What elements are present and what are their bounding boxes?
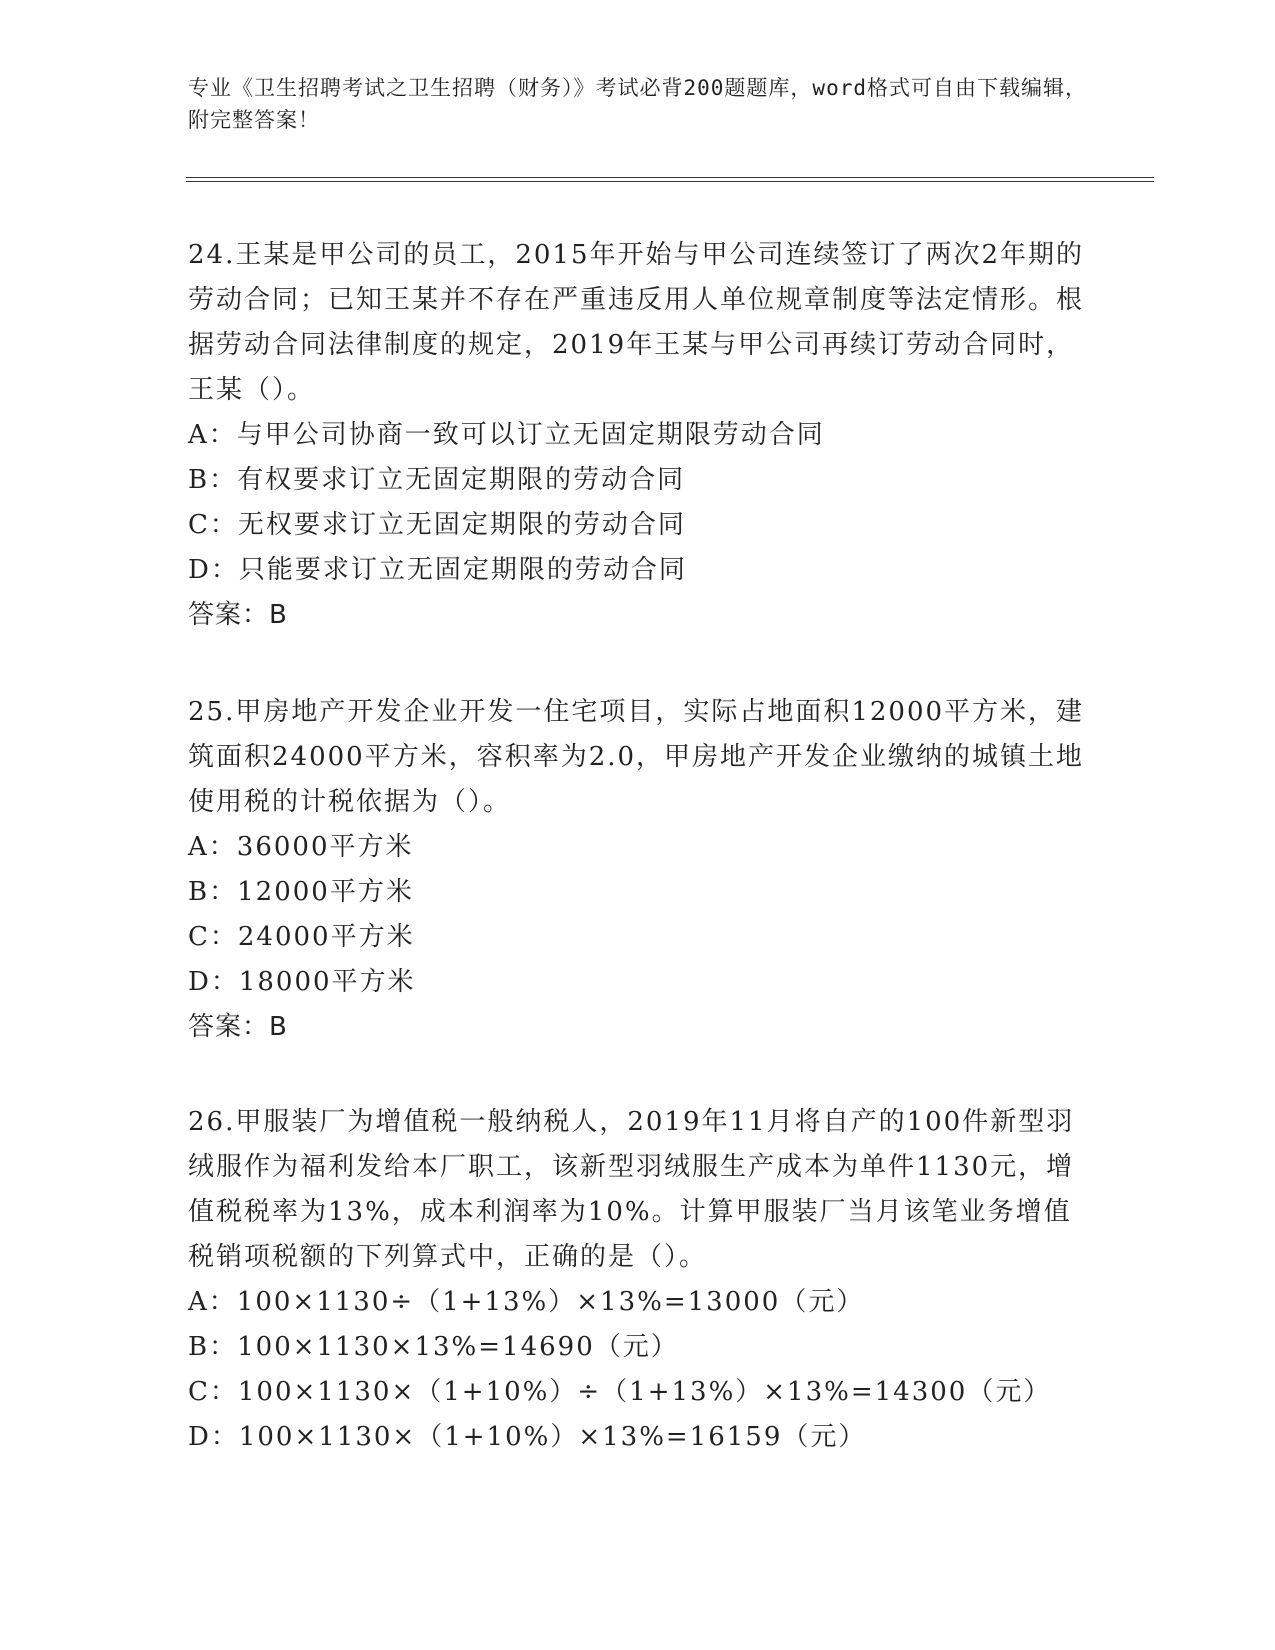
option-c: C：24000平方米 — [188, 922, 415, 952]
option-d: D：18000平方米 — [188, 967, 416, 997]
option-b: B：12000平方米 — [188, 877, 414, 907]
header-divider-top — [186, 177, 1154, 178]
answer: 答案：B — [188, 600, 288, 630]
option-b: B：有权要求订立无固定期限的劳动合同 — [188, 465, 686, 495]
question-text: 25.甲房地产开发企业开发一住宅项目，实际占地面积12000平方米，建筑面积24000平方米，容积率为2.0，甲房地产开发企业缴纳的城镇土地使用税的计税依据为（）。 — [188, 697, 1085, 817]
option-a: A：与甲公司协商一致可以订立无固定期限劳动合同 — [188, 420, 825, 450]
option-a: A：100×1130÷（1+13%）×13%=13000（元） — [188, 1287, 865, 1317]
option-b: B：100×1130×13%=14690（元） — [188, 1332, 679, 1362]
option-d: D：只能要求订立无固定期限的劳动合同 — [188, 555, 687, 585]
option-c: C：100×1130×（1+10%）÷（1+13%）×13%=14300（元） — [188, 1377, 1052, 1407]
question-24 — [188, 233, 1088, 638]
document-header: 专业《卫生招聘考试之卫生招聘（财务）》考试必背200题题库，word格式可自由下载编辑，附完整答案！ — [188, 76, 1087, 132]
option-d: D：100×1130×（1+10%）×13%=16159（元） — [188, 1422, 867, 1452]
question-text: 26.甲服装厂为增值税一般纳税人，2019年11月将自产的100件新型羽绒服作为福利发给本厂职工，该新型羽绒服生产成本为单件1130元，增值税税率为13%，成本利润率为10%。计算甲服装厂当月该笔业务增值税销项税额的下列算式中，正确的是（）。 — [188, 1107, 1075, 1272]
question-text: 24.王某是甲公司的员工，2015年开始与甲公司连续签订了两次2年期的劳动合同；已知王某并不存在严重违反用人单位规章制度等法定情形。根据劳动合同法律制度的规定，2019年王某与甲公司再续订劳动合同时，王某（）。 — [188, 240, 1085, 405]
question-26 — [188, 1100, 1088, 1460]
option-c: C：无权要求订立无固定期限的劳动合同 — [188, 510, 686, 540]
question-25 — [188, 690, 1088, 1050]
option-a: A：36000平方米 — [188, 832, 414, 862]
header-divider-bottom — [186, 181, 1154, 182]
answer: 答案：B — [188, 1012, 288, 1042]
